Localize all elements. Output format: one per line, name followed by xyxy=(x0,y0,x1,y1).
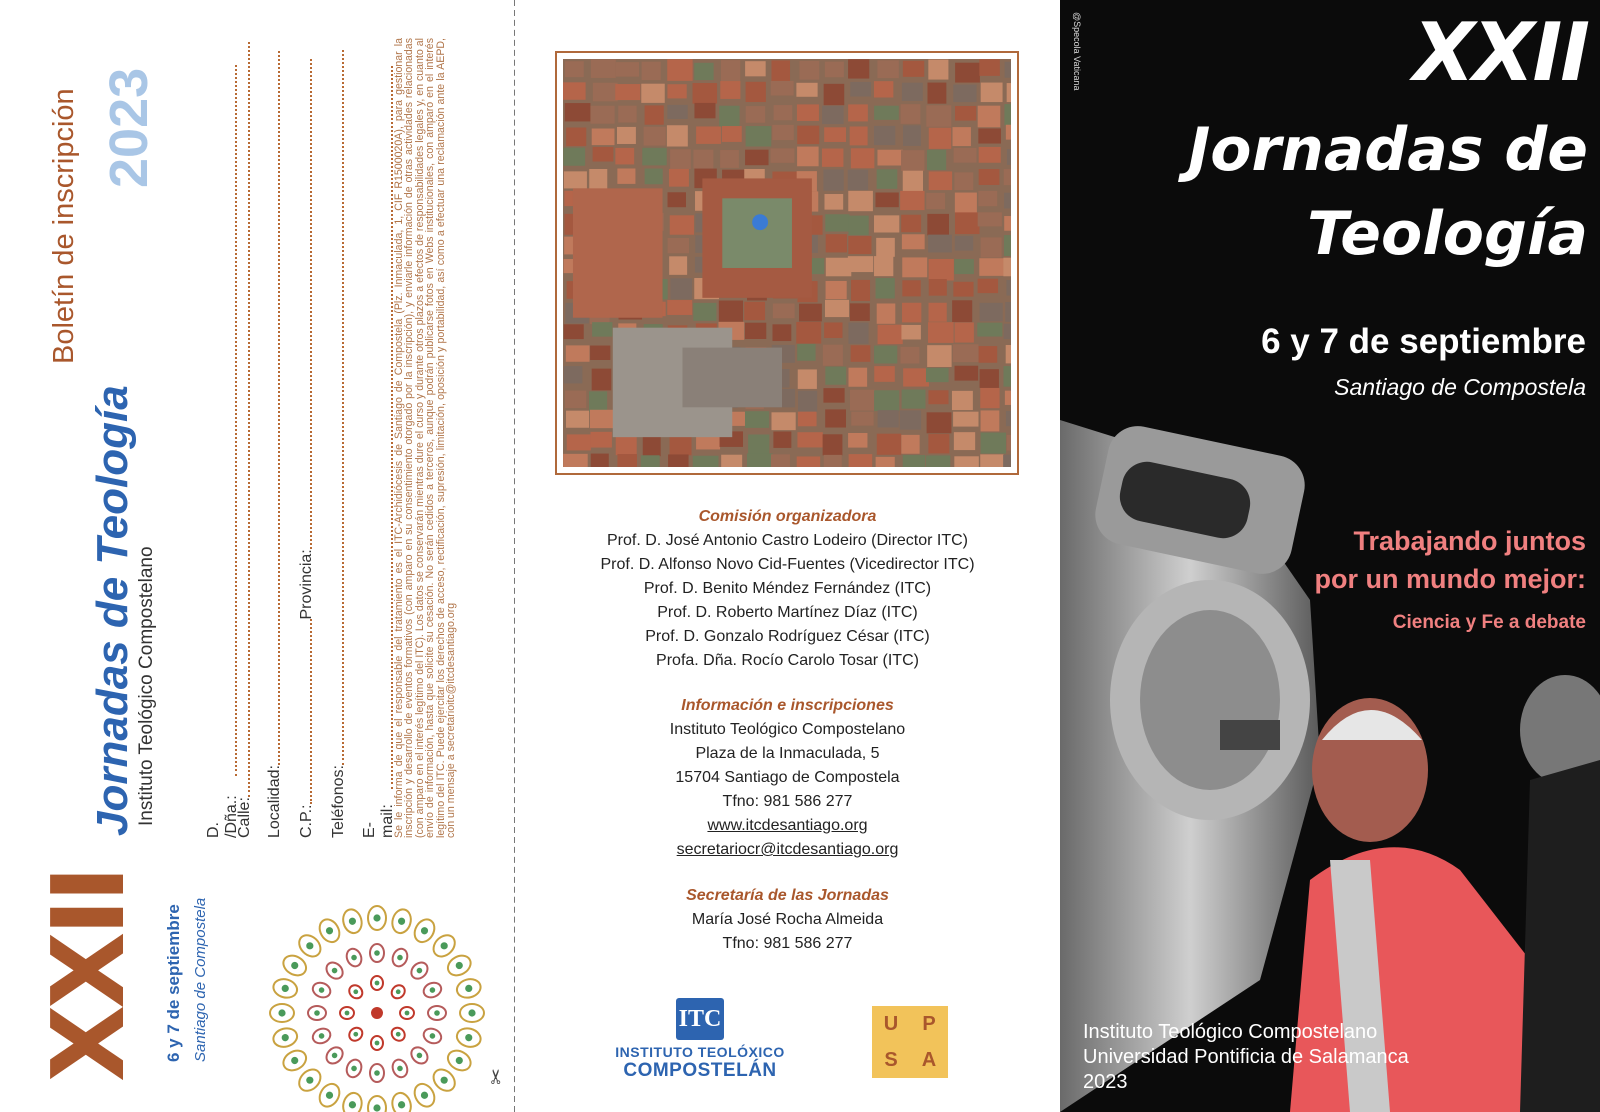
locality-field[interactable] xyxy=(266,51,284,838)
cover-panel xyxy=(1060,0,1600,1112)
postal-code-field-label: C.P.: xyxy=(298,804,315,838)
footer-line: Instituto Teológico Compostelano xyxy=(1083,1021,1378,1043)
photo-credit: @Specola Vaticana xyxy=(1072,12,1082,91)
registration-heading: Boletín de inscripción xyxy=(48,88,80,364)
itc-logo-line1: INSTITUTO TEOLÓXICO xyxy=(615,1044,785,1060)
phones-field[interactable] xyxy=(330,50,348,838)
organizers-footer xyxy=(1083,1020,1409,1095)
province-field-label: Provincia: xyxy=(298,549,315,620)
event-dates: 6 y 7 de septiembre xyxy=(1261,322,1586,361)
locality-field-line xyxy=(278,51,280,765)
info-line: Tfno: 981 586 277 xyxy=(722,793,853,810)
street-field-line xyxy=(248,42,250,797)
scissors-icon: ✂ xyxy=(485,1068,508,1085)
committee-member: Prof. D. Alfonso Novo Cid-Fuentes (Vicedirector ITC) xyxy=(600,556,975,573)
contact-info xyxy=(515,694,1060,862)
event-title-vertical: Jornadas de Teología xyxy=(88,385,137,836)
email-field-label: E-mail: xyxy=(361,804,396,838)
name-field-label: D. /Dña.: xyxy=(205,795,240,838)
info-panel xyxy=(515,0,1060,1112)
committee-member: Profa. Dña. Rocío Carolo Tosar (ITC) xyxy=(656,652,919,669)
footer-line: Universidad Pontificia de Salamanca xyxy=(1083,1046,1409,1068)
secretariat-line: Tfno: 981 586 277 xyxy=(722,935,853,952)
postal-code-field-line xyxy=(310,620,312,805)
locality-field-label: Localidad: xyxy=(266,765,283,838)
registration-panel xyxy=(0,0,515,1112)
event-title xyxy=(1188,108,1588,276)
itc-logo-line2: COMPOSTELÁN xyxy=(623,1060,777,1081)
upsa-letter: S xyxy=(884,1048,898,1071)
committee-member: Prof. D. José Antonio Castro Lodeiro (Director ITC) xyxy=(606,532,969,549)
organizing-committee xyxy=(515,505,1060,673)
committee-heading: Comisión organizadora xyxy=(698,508,877,525)
phones-field-line xyxy=(342,50,344,765)
email-link[interactable]: secretariocr@itcdesantiago.org xyxy=(676,841,899,858)
info-line: Plaza de la Inmaculada, 5 xyxy=(695,745,880,762)
province-field-line xyxy=(310,59,312,549)
itc-logo xyxy=(610,998,790,1082)
event-title-line1: Jornadas de xyxy=(1187,115,1588,185)
aerial-map-drawing xyxy=(563,59,1011,467)
email-field[interactable] xyxy=(361,66,397,838)
location-marker-icon xyxy=(752,214,768,230)
upsa-letter: A xyxy=(921,1048,937,1071)
upsa-letter: P xyxy=(922,1012,936,1035)
info-line: 15704 Santiago de Compostela xyxy=(675,769,900,786)
upsa-logo xyxy=(872,1006,948,1078)
event-title-line2: Teología xyxy=(1307,199,1588,269)
registration-year: 2023 xyxy=(99,67,159,188)
street-field-label: Calle: xyxy=(236,797,253,838)
place-vertical: Santiago de Compostela xyxy=(192,897,209,1062)
secretariat-line: María José Rocha Almeida xyxy=(691,911,884,928)
committee-member: Prof. D. Gonzalo Rodríguez César (ITC) xyxy=(645,628,930,645)
aerial-map-image xyxy=(555,51,1019,475)
footer-line: 2023 xyxy=(1083,1071,1128,1093)
secretariat-info xyxy=(515,884,1060,956)
event-place: Santiago de Compostela xyxy=(1334,374,1586,400)
motto-line2: por un mundo mejor: xyxy=(1314,564,1586,594)
event-subtitle: Ciencia y Fe a debate xyxy=(1392,612,1586,633)
info-heading: Información e inscripciones xyxy=(681,697,894,714)
secretariat-heading: Secretaría de las Jornadas xyxy=(686,887,889,904)
itc-logo-mark: ITC xyxy=(676,998,724,1040)
edition-number-vertical: XXII xyxy=(30,869,147,1082)
upsa-letter: U xyxy=(883,1012,899,1035)
edition-number: XXII xyxy=(1413,6,1588,99)
postal-code-field[interactable] xyxy=(298,59,316,838)
phones-field-label: Teléfonos: xyxy=(330,765,347,838)
institute-name-vertical: Instituto Teológico Compostelano xyxy=(136,546,157,826)
privacy-notice: Se le informa de que el responsable del tratamiento es el ITC-Archidiócesis de Santiago de Compostela (Plz. Inmaculada, 1, CIF R1500020A), para gestionar la inscripción y desarrollo de eventos formativos (con amparo en su consentimiento otorgado por la inscripción), y enviarle información de otras actividades relacionadas (con amparo en el interés legítimo del ITC). Los datos se conservarán mientras dure el curso y durante otros plazos a efectos de responsabilidades legales y, en cuanto al envío de información, hasta que solicite su cesación. No serán cedidos a terceros, aunque podrán publicarse fotos en Webs institucionales, con amparo en el interés legítimo del ITC. Puede ejercitar los derechos de acceso, rectificación, supresión, limitación, oposición y portabilidad, así como a efectuar una reclamación ante la AEPD, con un mensaje a secretarioitc@itcdesantiago.org xyxy=(393,38,458,838)
street-field[interactable] xyxy=(236,42,254,838)
committee-member: Prof. D. Roberto Martínez Díaz (ITC) xyxy=(657,604,918,621)
info-line: Instituto Teológico Compostelano xyxy=(669,721,906,738)
website-link[interactable]: www.itcdesantiago.org xyxy=(707,817,868,834)
rose-window-icon xyxy=(262,898,492,1112)
committee-member: Prof. D. Benito Méndez Fernández (ITC) xyxy=(643,580,932,597)
event-motto xyxy=(1315,522,1586,598)
dates-vertical: 6 y 7 de septiembre xyxy=(164,904,183,1062)
motto-line1: Trabajando juntos xyxy=(1353,526,1586,556)
